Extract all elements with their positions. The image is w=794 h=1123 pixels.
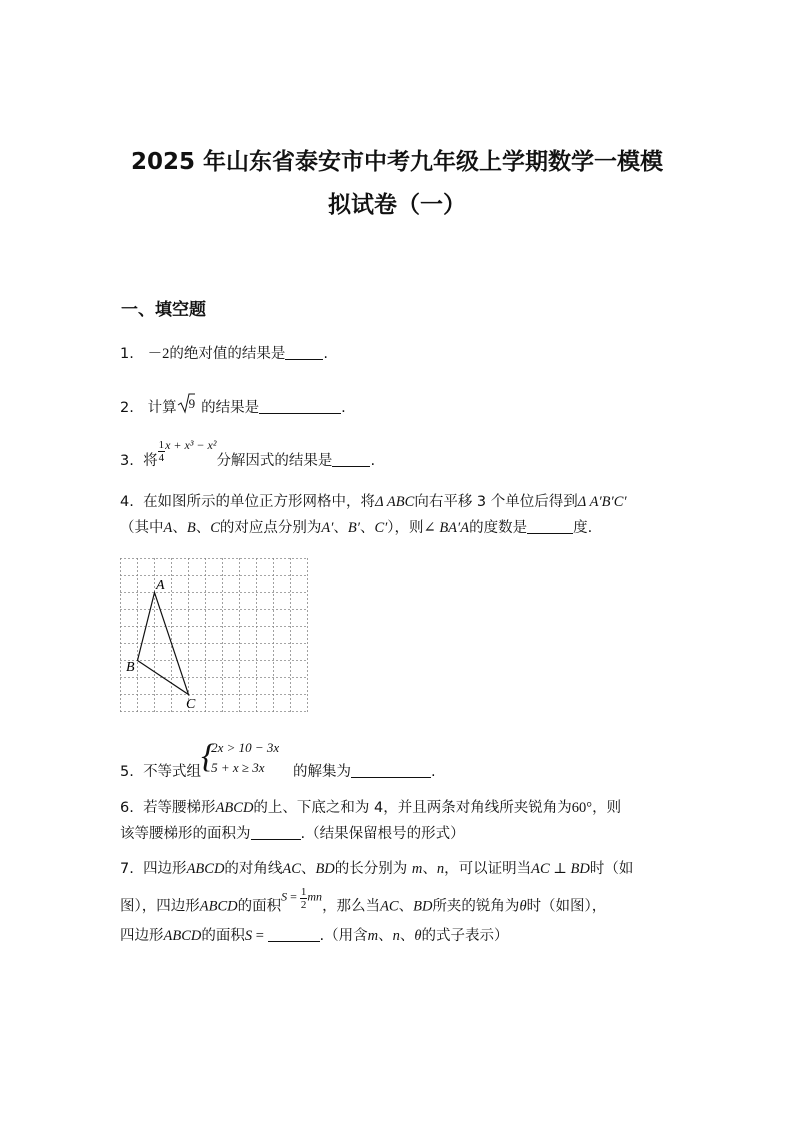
diagonal-ac: AC <box>282 861 301 877</box>
separator: 、 <box>398 898 414 915</box>
diagonal-ac: AC <box>380 898 399 915</box>
question-text: 的对角线 <box>224 861 283 877</box>
question-number: 5. <box>120 764 134 780</box>
grid-figure <box>120 558 308 714</box>
triangle-abc: Δ ABC <box>375 494 415 510</box>
point-c-prime: C′ <box>374 520 388 536</box>
question-3 <box>120 438 375 470</box>
var-theta: θ <box>519 898 527 915</box>
question-number: 7. <box>120 861 134 877</box>
diagonal-bd: BD <box>413 898 433 915</box>
question-text: 不等式组 <box>143 764 202 780</box>
trapezoid-name: ABCD <box>215 800 254 816</box>
separator: 、 <box>359 520 375 536</box>
question-text: 图），四边形 <box>120 898 200 915</box>
var-s: S <box>244 928 253 944</box>
question-text: 的对应点分别为 <box>219 520 322 536</box>
grid-lines <box>120 558 308 713</box>
period: . <box>323 346 329 362</box>
question-text: 分解因式的结果是 <box>216 453 333 469</box>
question-text: ，那么当 <box>322 898 381 915</box>
question-text: .（用含 <box>319 928 368 944</box>
label-b: B <box>126 660 135 675</box>
question-4-line1 <box>120 490 627 511</box>
answer-blank[interactable] <box>527 519 573 534</box>
question-prefix: 将 <box>143 453 158 469</box>
separator: 、 <box>300 861 316 877</box>
separator: 、 <box>172 520 187 536</box>
question-1 <box>120 342 328 363</box>
answer-blank[interactable] <box>268 927 320 942</box>
answer-blank[interactable] <box>351 763 431 778</box>
point-b: B <box>186 520 196 536</box>
question-text: 四边形 <box>143 861 187 877</box>
question-text: 的长分别为 <box>334 861 408 877</box>
var-n: n <box>436 861 445 877</box>
var-mn: mn <box>307 889 323 904</box>
answer-blank[interactable] <box>285 345 323 360</box>
perpendicular-expr: AC ⊥ BD <box>531 861 590 877</box>
equals: = <box>287 889 300 904</box>
separator: 、 <box>399 928 415 944</box>
answer-blank[interactable] <box>251 825 301 840</box>
question-text: 的面积 <box>201 928 245 944</box>
var-theta: θ <box>414 928 422 944</box>
page-title-line2: 拟试卷（一） <box>328 192 466 218</box>
question-text: 时（如图）， <box>526 898 607 915</box>
label-c: C <box>186 697 196 712</box>
question-text: 的绝对值的结果是 <box>169 346 286 362</box>
answer-blank[interactable] <box>259 399 341 414</box>
section-heading: 一、填空题 <box>121 300 206 320</box>
question-5 <box>120 738 436 781</box>
question-2 <box>120 392 346 418</box>
question-text: 的结果是 <box>201 400 260 416</box>
separator: 、 <box>333 520 348 536</box>
question-text: 该等腰梯形的面积为 <box>120 826 251 842</box>
var-n: n <box>392 928 400 944</box>
question-number: 3. <box>120 453 134 469</box>
question-text: 时（如 <box>589 861 634 877</box>
separator: 、 <box>422 861 437 877</box>
inequality-2: 5 + x ≥ 3x <box>211 760 265 775</box>
question-text: 的度数是 <box>469 520 528 536</box>
point-c: C <box>210 520 220 536</box>
triangle-abc-prime: Δ A′B′C′ <box>577 494 627 510</box>
question-text: 在如图所示的单位正方形网格中，将 <box>143 494 376 510</box>
question-7-line3 <box>120 924 509 945</box>
period: . <box>341 400 346 416</box>
grid-svg <box>120 558 308 714</box>
point-a-prime: A′ <box>321 520 334 536</box>
point-b-prime: B′ <box>347 520 360 536</box>
question-4-line2 <box>120 516 592 537</box>
equals: = <box>252 928 268 944</box>
question-text: ，可以证明当 <box>444 861 532 877</box>
question-text: 度. <box>573 520 593 536</box>
fraction: $\frac{1}{2}$ <box>300 886 307 911</box>
question-text: 的解集为 <box>292 764 351 780</box>
fraction: $\frac{1}{4}$ <box>158 438 165 464</box>
question-7-line1 <box>120 857 633 878</box>
question-number: 6. <box>120 800 134 816</box>
var-m: m <box>411 861 423 877</box>
var-m: m <box>367 928 379 944</box>
inequality-1: 2x > 10 − 3x <box>211 740 280 755</box>
radicand: 9 <box>188 396 196 411</box>
period: . <box>370 453 376 469</box>
separator: 、 <box>195 520 211 536</box>
question-7-line2 <box>120 886 606 916</box>
question-text: 的上、下底之和为 4，并且两条对角线所夹锐角为 <box>253 800 572 816</box>
question-text: .（结果保留根号的形式） <box>300 826 465 842</box>
quadrilateral-name: ABCD <box>199 898 238 915</box>
question-text: 的面积 <box>237 898 282 915</box>
expression: －2 <box>147 346 170 362</box>
diagonal-bd: BD <box>315 861 335 877</box>
angle: ∠ BA′A <box>423 520 470 536</box>
question-number: 1. <box>120 346 134 362</box>
question-text: ），则 <box>387 520 424 536</box>
question-text: 若等腰梯形 <box>143 800 216 816</box>
expression: x + x³ − x² <box>165 438 217 452</box>
var-s: S <box>281 889 288 904</box>
question-text: 所夹的锐角为 <box>432 898 520 915</box>
quadrilateral-name: ABCD <box>163 928 202 944</box>
question-6-line1 <box>120 796 621 817</box>
quadrilateral-name: ABCD <box>186 861 225 877</box>
question-text: 向右平移 3 个单位后得到 <box>414 494 578 510</box>
answer-blank[interactable] <box>332 452 370 467</box>
period: . <box>430 764 436 780</box>
inequality-system <box>201 738 279 778</box>
question-6-line2 <box>120 822 465 843</box>
brace-icon: { <box>201 738 215 775</box>
question-text: 的式子表示） <box>421 928 509 944</box>
page-title: 2025 年山东省泰安市中考九年级上学期数学一模模 <box>130 149 664 175</box>
question-text: （其中 <box>120 520 164 536</box>
angle-value: 60° <box>571 800 593 816</box>
point-a: A <box>163 520 173 536</box>
question-text: 四边形 <box>120 928 164 944</box>
question-number: 4. <box>120 494 134 510</box>
question-prefix: 计算 <box>147 400 177 416</box>
question-text: ，则 <box>592 800 622 816</box>
label-a: A <box>156 578 165 593</box>
question-number: 2. <box>120 400 134 416</box>
separator: 、 <box>378 928 393 944</box>
